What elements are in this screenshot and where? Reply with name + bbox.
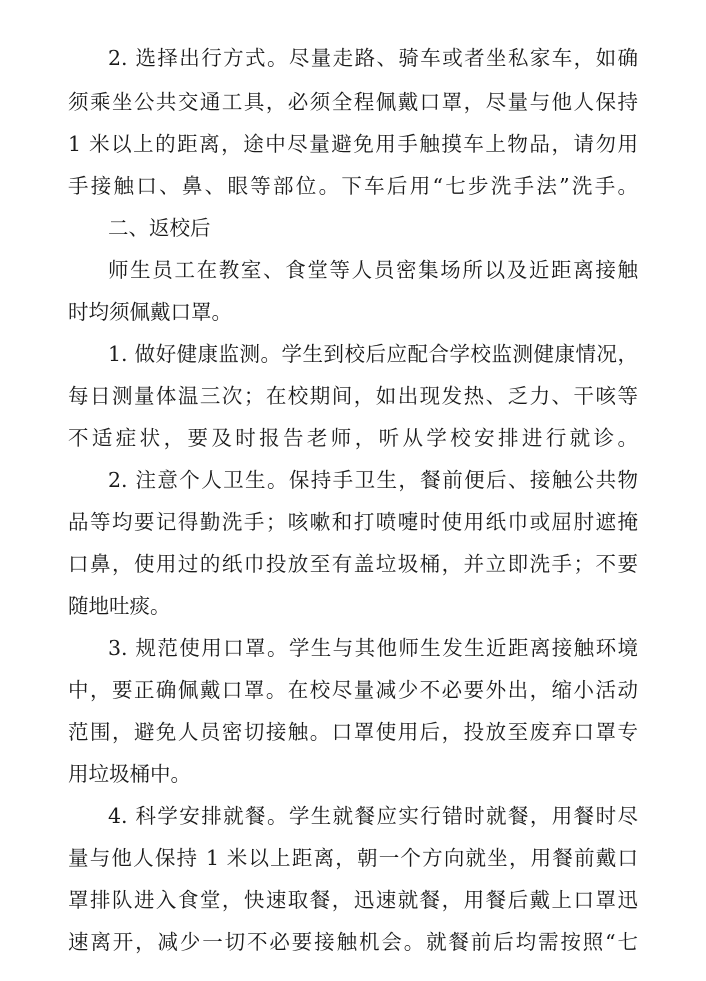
- text-line: 时均须佩戴口罩。: [68, 300, 232, 324]
- text-line: 2. 注意个人卫生。保持手卫生，餐前便后、接触公共物: [108, 468, 638, 492]
- text-line: 须乘坐公共交通工具，必须全程佩戴口罩，尽量与他人保持: [68, 90, 638, 114]
- text-line: 1. 做好健康监测。学生到校后应配合学校监测健康情况，: [108, 342, 638, 366]
- text-line: 中，要正确佩戴口罩。在校尽量减少不必要外出，缩小活动: [68, 678, 638, 702]
- text-line: 罩排队进入食堂，快速取餐，迅速就餐，用餐后戴上口罩迅: [68, 888, 638, 912]
- text-line: 师生员工在教室、食堂等人员密集场所以及近距离接触: [108, 258, 638, 282]
- text-line: 每日测量体温三次；在校期间，如出现发热、乏力、干咳等: [68, 384, 638, 408]
- text-line: 2. 选择出行方式。尽量走路、骑车或者坐私家车，如确: [108, 46, 638, 70]
- text-line: 品等均要记得勤洗手；咳嗽和打喷嚏时使用纸巾或屈肘遮掩: [68, 510, 638, 534]
- text-line: 随地吐痰。: [68, 594, 171, 618]
- text-line: 1 米以上的距离，途中尽量避免用手触摸车上物品，请勿用: [68, 132, 638, 156]
- text-line: 范围，避免人员密切接触。口罩使用后，投放至废弃口罩专: [68, 720, 638, 744]
- text-line: 4. 科学安排就餐。学生就餐应实行错时就餐，用餐时尽: [108, 804, 638, 828]
- text-line: 3. 规范使用口罩。学生与其他师生发生近距离接触环境: [108, 636, 638, 660]
- text-line: 量与他人保持 1 米以上距离，朝一个方向就坐，用餐前戴口: [68, 846, 638, 870]
- text-line: 口鼻，使用过的纸巾投放至有盖垃圾桶，并立即洗手；不要: [68, 552, 638, 576]
- text-line: 不适症状，要及时报告老师，听从学校安排进行就诊。: [68, 426, 638, 450]
- text-line: 速离开，减少一切不必要接触机会。就餐前后均需按照“七: [68, 930, 638, 954]
- text-line: 用垃圾桶中。: [68, 762, 191, 786]
- text-line: 手接触口、鼻、眼等部位。下车后用“七步洗手法”洗手。: [68, 174, 638, 198]
- section-heading: 二、返校后: [108, 216, 211, 240]
